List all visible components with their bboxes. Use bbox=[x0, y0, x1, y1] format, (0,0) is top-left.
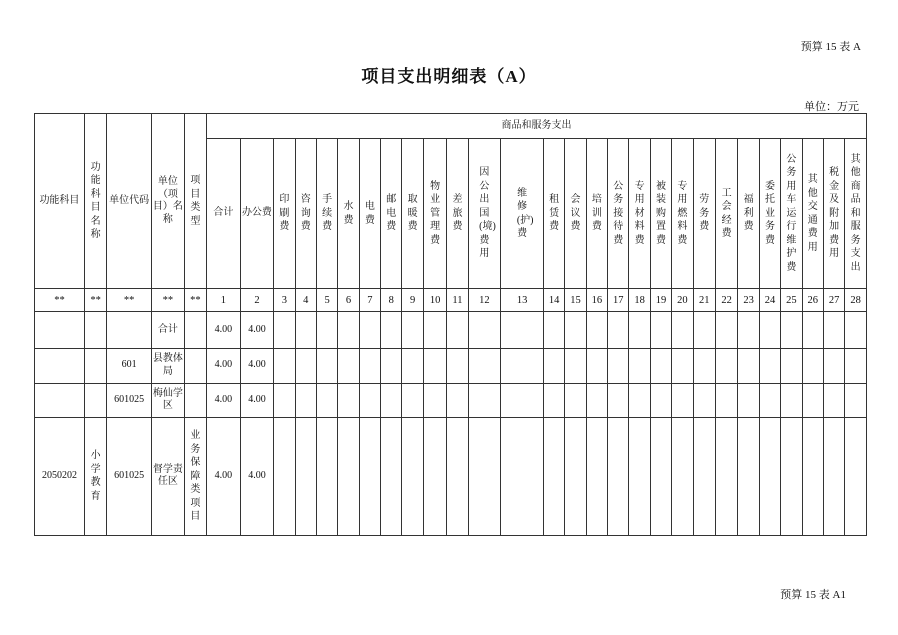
cell-func-subject-name bbox=[84, 348, 106, 383]
cell-empty bbox=[402, 417, 423, 535]
cell-empty bbox=[693, 312, 715, 348]
cell-empty bbox=[608, 312, 629, 348]
cell-empty bbox=[672, 348, 693, 383]
cell-project-type bbox=[184, 348, 206, 383]
number-row-star: ** bbox=[35, 289, 85, 312]
table-row bbox=[35, 312, 867, 348]
header-col-14: 租赁费 bbox=[543, 139, 564, 289]
table-row bbox=[35, 348, 867, 383]
cell-empty bbox=[338, 312, 359, 348]
cell-empty bbox=[423, 383, 446, 417]
cell-empty bbox=[672, 417, 693, 535]
cell-empty bbox=[715, 417, 737, 535]
cell-office-fee: 4.00 bbox=[240, 383, 274, 417]
number-row-index: 8 bbox=[381, 289, 402, 312]
header-col-22: 工会经费 bbox=[715, 139, 737, 289]
cell-empty bbox=[650, 383, 671, 417]
cell-empty bbox=[608, 417, 629, 535]
number-row-index: 5 bbox=[316, 289, 337, 312]
cell-total: 4.00 bbox=[207, 312, 241, 348]
number-row-index: 17 bbox=[608, 289, 629, 312]
header-col-24: 委托业务费 bbox=[759, 139, 780, 289]
number-row-index: 26 bbox=[802, 289, 823, 312]
header-col-15: 会议费 bbox=[565, 139, 586, 289]
header-goods-services-group: 商品和服务支出 bbox=[207, 114, 867, 139]
cell-empty bbox=[565, 348, 586, 383]
cell-empty bbox=[738, 312, 759, 348]
header-project-type: 项目类型 bbox=[184, 114, 206, 289]
number-row-index: 7 bbox=[359, 289, 380, 312]
cell-unit-code: 601025 bbox=[107, 417, 152, 535]
cell-empty bbox=[316, 383, 337, 417]
header-col-8: 邮电费 bbox=[381, 139, 402, 289]
cell-empty bbox=[629, 417, 650, 535]
cell-empty bbox=[447, 383, 468, 417]
cell-empty bbox=[715, 348, 737, 383]
cell-empty bbox=[629, 348, 650, 383]
number-row-index: 4 bbox=[295, 289, 316, 312]
number-row-index: 19 bbox=[650, 289, 671, 312]
number-row-star: ** bbox=[184, 289, 206, 312]
cell-empty bbox=[402, 383, 423, 417]
table-row bbox=[35, 383, 867, 417]
cell-empty bbox=[381, 312, 402, 348]
cell-empty bbox=[501, 348, 544, 383]
cell-empty bbox=[423, 348, 446, 383]
cell-empty bbox=[295, 417, 316, 535]
number-row-index: 11 bbox=[447, 289, 468, 312]
cell-empty bbox=[338, 383, 359, 417]
cell-empty bbox=[359, 348, 380, 383]
cell-empty bbox=[738, 417, 759, 535]
cell-empty bbox=[823, 348, 844, 383]
cell-empty bbox=[781, 348, 802, 383]
cell-empty bbox=[802, 348, 823, 383]
cell-unit-code: 601 bbox=[107, 348, 152, 383]
header-col-28: 其他商品和服务支出 bbox=[845, 139, 867, 289]
header-col-20: 专用燃料费 bbox=[672, 139, 693, 289]
number-row-index: 10 bbox=[423, 289, 446, 312]
cell-total: 4.00 bbox=[207, 348, 241, 383]
cell-empty bbox=[447, 312, 468, 348]
header-col-27: 税金及附加费用 bbox=[823, 139, 844, 289]
number-row-index: 6 bbox=[338, 289, 359, 312]
header-col-21: 劳务费 bbox=[693, 139, 715, 289]
cell-empty bbox=[693, 417, 715, 535]
cell-empty bbox=[295, 383, 316, 417]
cell-empty bbox=[672, 383, 693, 417]
cell-empty bbox=[823, 383, 844, 417]
cell-empty bbox=[295, 348, 316, 383]
header-func-subject-name: 功能科目名称 bbox=[84, 114, 106, 289]
header-col-26: 其他交通费用 bbox=[802, 139, 823, 289]
cell-empty bbox=[543, 348, 564, 383]
number-row-index: 27 bbox=[823, 289, 844, 312]
cell-func-subject-name bbox=[84, 383, 106, 417]
cell-empty bbox=[402, 312, 423, 348]
cell-empty bbox=[759, 348, 780, 383]
cell-empty bbox=[381, 383, 402, 417]
cell-empty bbox=[468, 417, 501, 535]
cell-project-type: 业务保障类项目 bbox=[184, 417, 206, 535]
cell-unit-name: 合计 bbox=[152, 312, 185, 348]
cell-empty bbox=[359, 383, 380, 417]
number-row-star: ** bbox=[84, 289, 106, 312]
header-col-12: 因公出国(境)费用 bbox=[468, 139, 501, 289]
unit-label: 单位：万元 bbox=[804, 101, 859, 113]
cell-empty bbox=[759, 312, 780, 348]
header-unit-name: 单位（项目）名称 bbox=[152, 114, 185, 289]
header-col-17: 公务接待费 bbox=[608, 139, 629, 289]
cell-empty bbox=[650, 348, 671, 383]
number-row-index: 28 bbox=[845, 289, 867, 312]
cell-empty bbox=[501, 417, 544, 535]
cell-empty bbox=[381, 417, 402, 535]
cell-func-subject bbox=[35, 312, 85, 348]
header-col-10: 物业管理费 bbox=[423, 139, 446, 289]
cell-empty bbox=[295, 312, 316, 348]
cell-empty bbox=[586, 312, 607, 348]
cell-empty bbox=[316, 417, 337, 535]
cell-office-fee: 4.00 bbox=[240, 348, 274, 383]
header-col-7: 电费 bbox=[359, 139, 380, 289]
cell-empty bbox=[650, 312, 671, 348]
cell-empty bbox=[781, 383, 802, 417]
cell-unit-name: 县教体局 bbox=[152, 348, 185, 383]
cell-empty bbox=[274, 312, 295, 348]
cell-empty bbox=[447, 417, 468, 535]
number-row-index: 21 bbox=[693, 289, 715, 312]
cell-empty bbox=[586, 417, 607, 535]
cell-empty bbox=[608, 383, 629, 417]
cell-empty bbox=[759, 383, 780, 417]
header-func-subject: 功能科目 bbox=[35, 114, 85, 289]
cell-empty bbox=[845, 383, 867, 417]
cell-empty bbox=[586, 383, 607, 417]
number-row-index: 20 bbox=[672, 289, 693, 312]
number-row-index: 22 bbox=[715, 289, 737, 312]
number-row-index: 14 bbox=[543, 289, 564, 312]
cell-empty bbox=[565, 383, 586, 417]
number-row-index: 23 bbox=[738, 289, 759, 312]
cell-empty bbox=[543, 312, 564, 348]
cell-empty bbox=[316, 312, 337, 348]
number-row-index: 13 bbox=[501, 289, 544, 312]
cell-empty bbox=[715, 383, 737, 417]
cell-empty bbox=[468, 383, 501, 417]
cell-empty bbox=[823, 312, 844, 348]
header-col-3: 印刷费 bbox=[274, 139, 295, 289]
cell-empty bbox=[802, 417, 823, 535]
cell-empty bbox=[359, 417, 380, 535]
number-row-index: 2 bbox=[240, 289, 274, 312]
cell-empty bbox=[468, 312, 501, 348]
number-row-index: 3 bbox=[274, 289, 295, 312]
table-row bbox=[35, 417, 867, 535]
header-col-2: 办公费 bbox=[240, 139, 274, 289]
cell-empty bbox=[501, 383, 544, 417]
cell-empty bbox=[845, 312, 867, 348]
cell-empty bbox=[274, 348, 295, 383]
cell-empty bbox=[672, 312, 693, 348]
number-row-index: 18 bbox=[629, 289, 650, 312]
number-row-index: 15 bbox=[565, 289, 586, 312]
header-col-6: 水费 bbox=[338, 139, 359, 289]
cell-func-subject bbox=[35, 383, 85, 417]
cell-empty bbox=[802, 312, 823, 348]
header-col-1: 合计 bbox=[207, 139, 241, 289]
cell-empty bbox=[845, 348, 867, 383]
cell-empty bbox=[468, 348, 501, 383]
cell-office-fee: 4.00 bbox=[240, 312, 274, 348]
header-col-16: 培训费 bbox=[586, 139, 607, 289]
footer-form-code: 预算 15 表 A1 bbox=[780, 589, 846, 601]
header-col-11: 差旅费 bbox=[447, 139, 468, 289]
number-row-index: 1 bbox=[207, 289, 241, 312]
number-row-index: 12 bbox=[468, 289, 501, 312]
cell-empty bbox=[359, 312, 380, 348]
cell-empty bbox=[423, 312, 446, 348]
cell-empty bbox=[629, 312, 650, 348]
cell-empty bbox=[423, 417, 446, 535]
cell-project-type bbox=[184, 383, 206, 417]
cell-empty bbox=[543, 417, 564, 535]
cell-empty bbox=[338, 348, 359, 383]
page-title: 项目支出明细表（A） bbox=[361, 67, 537, 86]
number-row-index: 16 bbox=[586, 289, 607, 312]
header-col-5: 手续费 bbox=[316, 139, 337, 289]
cell-empty bbox=[738, 348, 759, 383]
cell-empty bbox=[543, 383, 564, 417]
cell-empty bbox=[501, 312, 544, 348]
header-col-18: 专用材料费 bbox=[629, 139, 650, 289]
form-code: 预算 15 表 A bbox=[800, 41, 861, 53]
cell-empty bbox=[693, 383, 715, 417]
header-col-13: 维修(护)费 bbox=[501, 139, 544, 289]
header-unit-code: 单位代码 bbox=[107, 114, 152, 289]
cell-total: 4.00 bbox=[207, 417, 241, 535]
number-row-star: ** bbox=[152, 289, 185, 312]
cell-func-subject-name bbox=[84, 312, 106, 348]
cell-project-type bbox=[184, 312, 206, 348]
header-col-4: 咨询费 bbox=[295, 139, 316, 289]
cell-empty bbox=[565, 312, 586, 348]
cell-empty bbox=[781, 417, 802, 535]
cell-unit-name: 督学责任区 bbox=[152, 417, 185, 535]
cell-empty bbox=[738, 383, 759, 417]
cell-empty bbox=[381, 348, 402, 383]
cell-unit-code: 601025 bbox=[107, 383, 152, 417]
cell-unit-code bbox=[107, 312, 152, 348]
number-row-index: 25 bbox=[781, 289, 802, 312]
number-row-index: 24 bbox=[759, 289, 780, 312]
cell-empty bbox=[693, 348, 715, 383]
cell-empty bbox=[823, 417, 844, 535]
number-row-star: ** bbox=[107, 289, 152, 312]
cell-empty bbox=[715, 312, 737, 348]
cell-func-subject bbox=[35, 348, 85, 383]
header-col-25: 公务用车运行维护费 bbox=[781, 139, 802, 289]
cell-empty bbox=[629, 383, 650, 417]
cell-func-subject: 2050202 bbox=[35, 417, 85, 535]
cell-empty bbox=[565, 417, 586, 535]
expenditure-table bbox=[34, 113, 867, 536]
cell-empty bbox=[802, 383, 823, 417]
cell-empty bbox=[608, 348, 629, 383]
cell-func-subject-name: 小学教育 bbox=[84, 417, 106, 535]
cell-unit-name: 梅仙学区 bbox=[152, 383, 185, 417]
cell-total: 4.00 bbox=[207, 383, 241, 417]
cell-empty bbox=[586, 348, 607, 383]
cell-empty bbox=[316, 348, 337, 383]
cell-empty bbox=[338, 417, 359, 535]
cell-empty bbox=[274, 417, 295, 535]
cell-empty bbox=[845, 417, 867, 535]
header-col-19: 被装购置费 bbox=[650, 139, 671, 289]
header-col-23: 福利费 bbox=[738, 139, 759, 289]
cell-empty bbox=[274, 383, 295, 417]
cell-empty bbox=[781, 312, 802, 348]
cell-empty bbox=[402, 348, 423, 383]
cell-empty bbox=[447, 348, 468, 383]
cell-empty bbox=[650, 417, 671, 535]
cell-office-fee: 4.00 bbox=[240, 417, 274, 535]
header-col-9: 取暖费 bbox=[402, 139, 423, 289]
number-row-index: 9 bbox=[402, 289, 423, 312]
cell-empty bbox=[759, 417, 780, 535]
